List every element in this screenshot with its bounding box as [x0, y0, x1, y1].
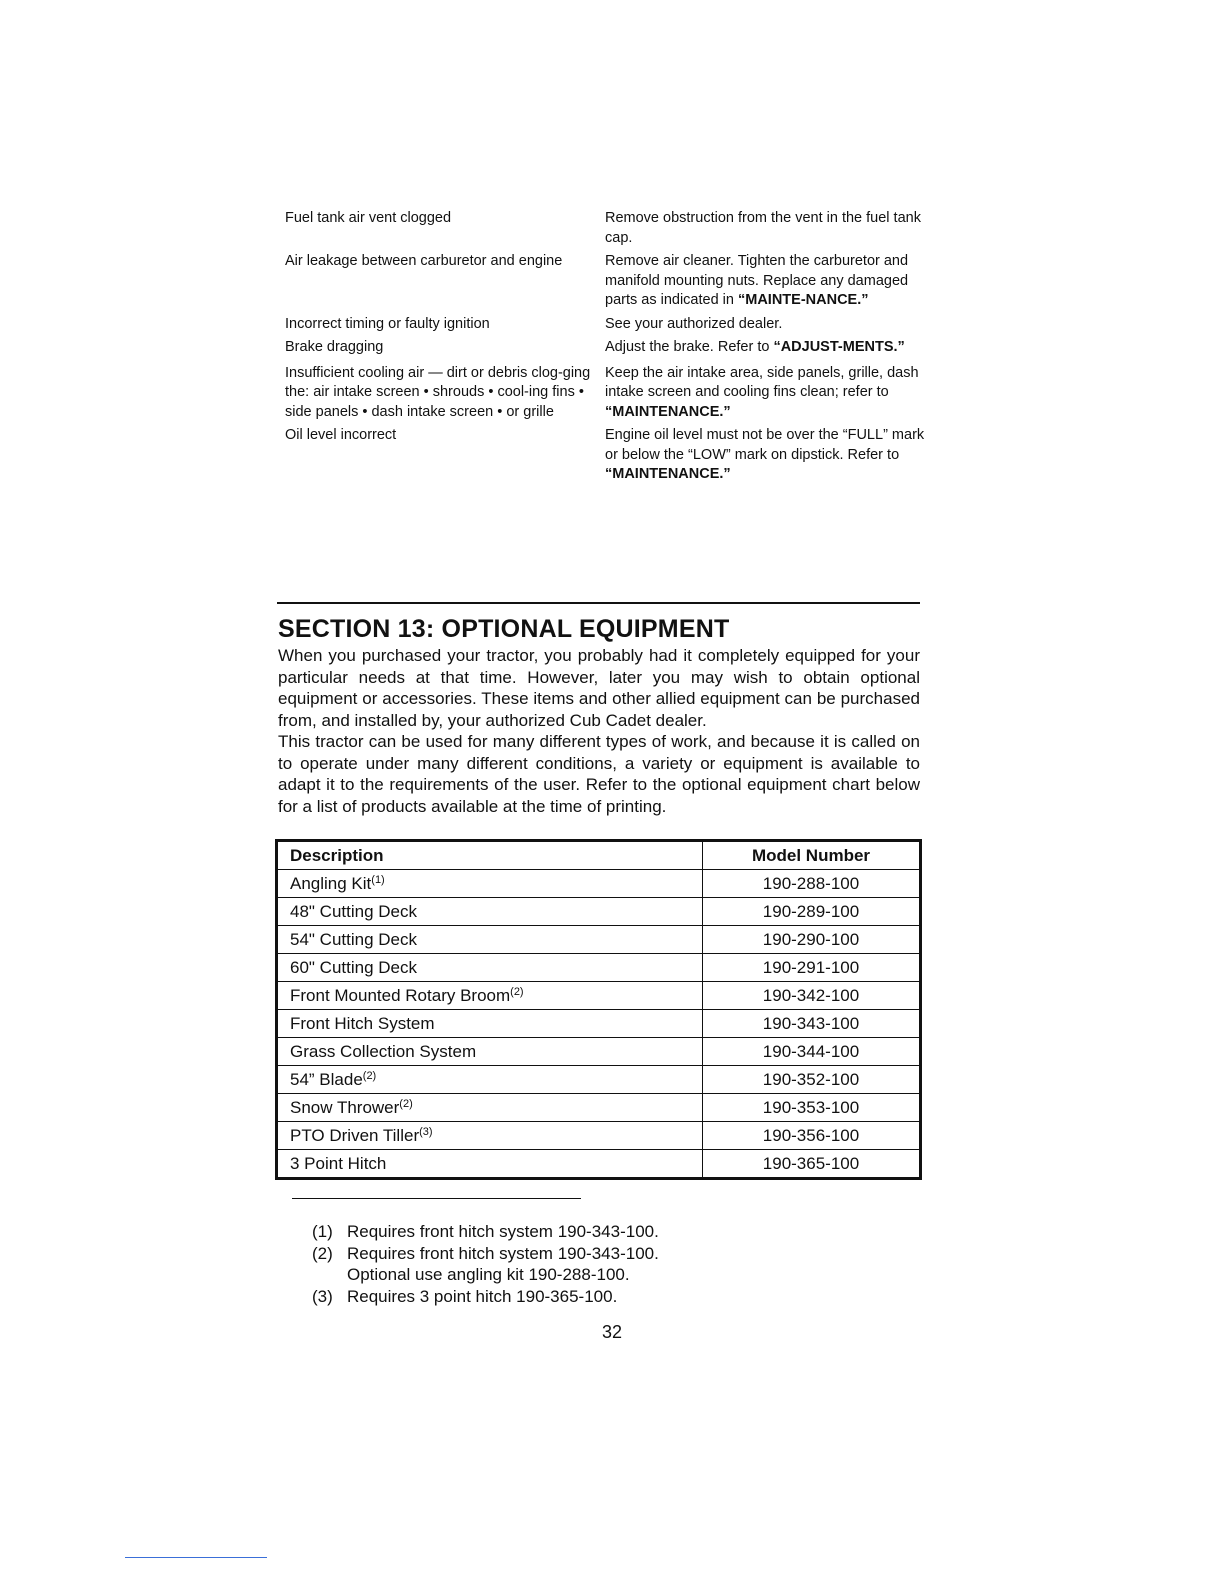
table-row [277, 954, 921, 982]
equipment-model: 190-290-100 [703, 926, 921, 954]
footnote-text: Requires front hitch system 190-343-100. [347, 1222, 659, 1241]
footnote-divider [292, 1198, 581, 1199]
equipment-model: 190-356-100 [703, 1122, 921, 1150]
equipment-description: 3 Point Hitch [277, 1150, 703, 1179]
footnote-text: Requires front hitch system 190-343-100. Optional use angling kit 190-288-100. [347, 1243, 659, 1284]
equipment-model: 190-353-100 [703, 1094, 921, 1122]
description-header: Description [277, 841, 703, 870]
equipment-description: Angling Kit$^{(1)}$ [277, 870, 703, 898]
equipment-description: 60" Cutting Deck [277, 954, 703, 982]
body-paragraph: This tractor can be used for many different types of work, and because it is called on to operate under many different conditions, a variety or equipment is available to adapt it to the requirements of the user. Refer to the optional equipment chart below for a list of products available at the time of printing. [278, 732, 920, 816]
equipment-model: 190-343-100 [703, 1010, 921, 1038]
trouble-remedy: Keep the air intake area, side panels, grille, dash intake screen and cooling fins clean; refer to “MAINTENANCE.” [605, 364, 919, 420]
equipment-model: 190-291-100 [703, 954, 921, 982]
equipment-model: 190-344-100 [703, 1038, 921, 1066]
trouble-row [285, 426, 925, 485]
table-header-row [277, 841, 921, 870]
footnote [312, 1243, 659, 1286]
section-body [278, 645, 920, 817]
footnote [312, 1221, 659, 1243]
trouble-remedy: See your authorized dealer. [605, 315, 783, 332]
trouble-row [285, 338, 925, 358]
equipment-model: 190-289-100 [703, 898, 921, 926]
equipment-description: PTO Driven Tiller$^{(3)}$ [277, 1122, 703, 1150]
trouble-remedy: Adjust the brake. Refer to “ADJUST-MENTS.” [605, 339, 905, 355]
trouble-remedy: Remove air cleaner. Tighten the carburetor and manifold mounting nuts. Replace any damaged parts as indicated in “MAINTE-NANCE.” [605, 253, 909, 308]
table-row [277, 898, 921, 926]
table-row [277, 1122, 921, 1150]
footnotes [312, 1221, 659, 1307]
equipment-description: Front Mounted Rotary Broom$^{(2)}$ [277, 982, 703, 1010]
trouble-cause: Air leakage between carburetor and engine [285, 253, 563, 269]
trouble-row [285, 315, 925, 335]
table-row [277, 1066, 921, 1094]
equipment-description: Front Hitch System [277, 1010, 703, 1038]
equipment-description: 54” Blade$^{(2)}$ [277, 1066, 703, 1094]
table-row [277, 1150, 921, 1179]
equipment-model: 190-342-100 [703, 982, 921, 1010]
table-row [277, 1038, 921, 1066]
equipment-description: Snow Thrower$^{(2)}$ [277, 1094, 703, 1122]
footnote-text: Requires 3 point hitch 190-365-100. [347, 1286, 618, 1306]
table-row [277, 870, 921, 898]
table-row [277, 1094, 921, 1122]
footnote-number: (3) [312, 1286, 333, 1306]
section-title: SECTION 13: OPTIONAL EQUIPMENT [278, 615, 730, 643]
equipment-model: 190-365-100 [703, 1150, 921, 1179]
trouble-row [285, 209, 925, 248]
trouble-cause: Brake dragging [285, 339, 384, 355]
equipment-description: 54" Cutting Deck [277, 926, 703, 954]
trouble-cause: Oil level incorrect [285, 427, 397, 443]
trouble-cause: Insufficient cooling air — dirt or debris clog-ging the: air intake screen • shrouds • cool-ing fins • side panels • dash intake screen • or grille [285, 364, 591, 420]
trouble-cause: Incorrect timing or faulty ignition [285, 315, 490, 332]
footnote-number: (1) [312, 1222, 333, 1241]
table-row [277, 982, 921, 1010]
trouble-row [285, 364, 925, 423]
trouble-remedy: Remove obstruction from the vent in the fuel tank cap. [605, 210, 921, 246]
body-paragraph: When you purchased your tractor, you probably had it completely equipped for your particular needs at that time. However, later you may wish to obtain optional equipment or accessories. These items and other allied equipment can be purchased from, and installed by, your authorized Cub Cadet dealer. [278, 646, 920, 730]
trouble-cause: Fuel tank air vent clogged [285, 210, 452, 226]
section-divider [277, 602, 920, 604]
scan-artifact-line [125, 1557, 267, 1558]
equipment-model: 190-288-100 [703, 870, 921, 898]
troubleshooting-table [285, 209, 925, 485]
trouble-remedy: Engine oil level must not be over the “FULL” mark or below the “LOW” mark on dipstick. Refer to “MAINTENANCE.” [605, 427, 925, 482]
footnote-number: (2) [312, 1243, 333, 1263]
table-row [277, 926, 921, 954]
model-number-header: Model Number [703, 841, 921, 870]
equipment-model: 190-352-100 [703, 1066, 921, 1094]
equipment-description: Grass Collection System [277, 1038, 703, 1066]
footnote [312, 1286, 659, 1308]
optional-equipment-table [275, 839, 922, 1180]
equipment-description: 48" Cutting Deck [277, 898, 703, 926]
page-number: 32 [601, 1322, 623, 1342]
trouble-row [285, 252, 925, 311]
table-row [277, 1010, 921, 1038]
